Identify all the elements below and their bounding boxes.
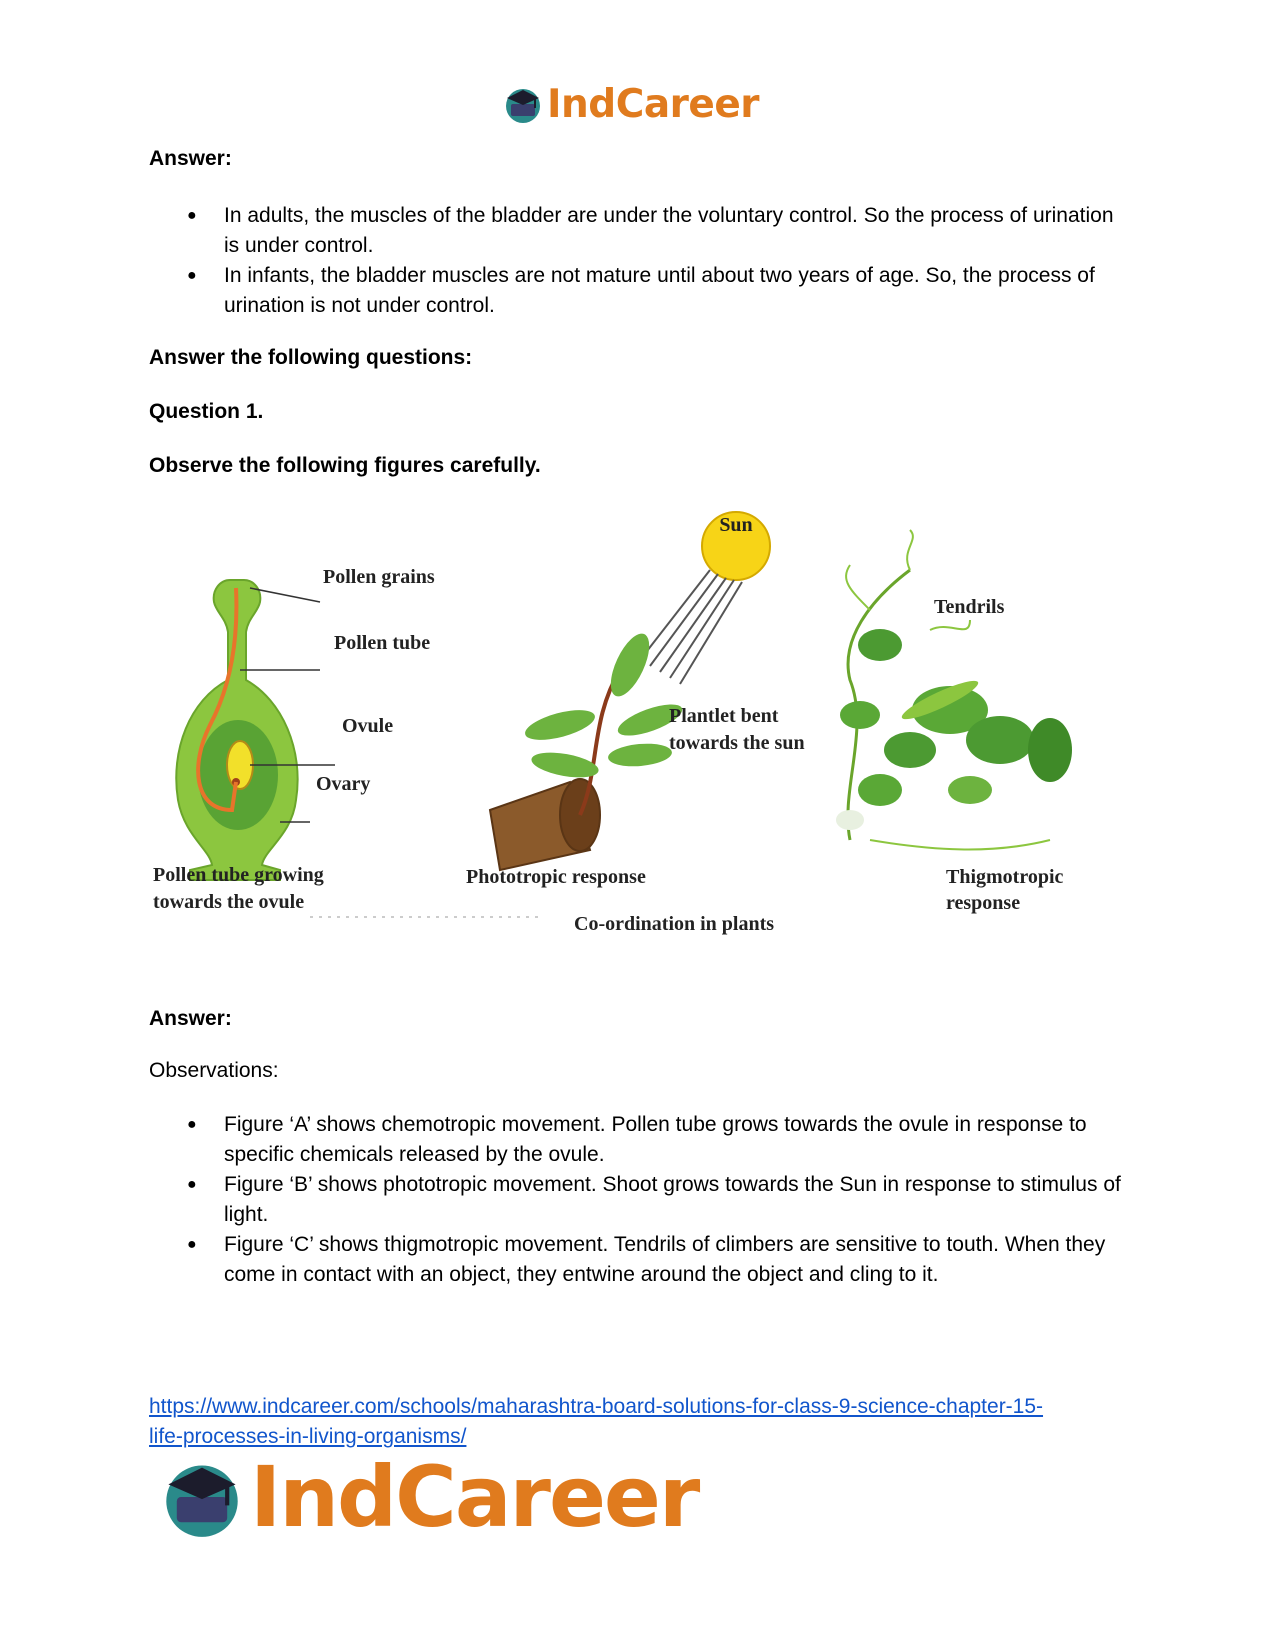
observations-label: Observations: [149, 1059, 279, 1082]
logo-text: IndCareer [547, 81, 759, 127]
pistil-illustration [176, 580, 335, 880]
question-prompt: Observe the following figures carefully. [149, 454, 541, 477]
list-item: ● Figure ‘A’ shows chemotropic movement. Pollen tube grows towards the ovule in response to specific chemicals released by the ovule. [149, 1110, 1129, 1170]
label-pollen-grains: Pollen grains [323, 566, 435, 588]
list-item: ● Figure ‘B’ shows phototropic movement. Shoot grows towards the Sun in response to stimulus of light. [149, 1170, 1129, 1230]
list-item: ● In adults, the muscles of the bladder are under the voluntary control. So the process of urination is under control. [149, 201, 1129, 261]
caption-a-line2: towards the ovule [153, 891, 305, 913]
source-link-line2[interactable]: life-processes-in-living-organisms/ [149, 1425, 467, 1448]
figure-coordination-in-plants [150, 510, 1125, 980]
tendril-plant-illustration [836, 530, 1072, 849]
section-heading: Answer the following questions: [149, 346, 473, 369]
figure-title: Co-ordination in plants [574, 913, 775, 935]
source-link-line1[interactable]: https://www.indcareer.com/schools/maharashtra-board-solutions-for-class-9-science-chapter-15- [149, 1395, 1044, 1418]
bullet-icon: ● [187, 207, 197, 224]
phototropism-illustration [490, 512, 770, 870]
label-pollen-tube: Pollen tube [334, 632, 431, 654]
label-plantlet-line1: Plantlet bent [669, 705, 779, 727]
label-plantlet-line2: towards the sun [669, 732, 805, 754]
footer-logo [160, 1448, 699, 1546]
label-sun: Sun [719, 514, 753, 536]
label-tendrils: Tendrils [934, 596, 1005, 618]
answer-heading: Answer: [149, 147, 232, 170]
caption-a-line1: Pollen tube growing [153, 864, 324, 886]
source-link[interactable] [149, 1392, 1149, 1452]
answer1-list [149, 201, 1129, 321]
graduation-cap-icon [503, 84, 543, 124]
bullet-icon: ● [187, 1236, 197, 1253]
label-ovary: Ovary [316, 773, 371, 795]
bullet-icon: ● [187, 1176, 197, 1193]
bullet-icon: ● [187, 1116, 197, 1133]
list-item: ● In infants, the bladder muscles are not mature until about two years of age. So, the process of urination is not under control. [149, 261, 1129, 321]
graduation-cap-icon [160, 1455, 244, 1539]
label-ovule: Ovule [342, 715, 394, 737]
logo-text-large: IndCareer [250, 1448, 699, 1546]
question-number: Question 1. [149, 400, 264, 423]
answer-heading-2: Answer: [149, 1007, 232, 1030]
answer2-list [149, 1110, 1129, 1290]
caption-b: Phototropic response [466, 866, 646, 888]
caption-c-line2: response [946, 892, 1021, 914]
bullet-icon: ● [187, 267, 197, 284]
list-item: ● Figure ‘C’ shows thigmotropic movement. Tendrils of climbers are sensitive to touth. When they come in contact with an object, they entwine around the object and cling to it. [149, 1230, 1129, 1290]
header-logo [503, 78, 759, 130]
caption-c-line1: Thigmotropic [946, 866, 1064, 888]
